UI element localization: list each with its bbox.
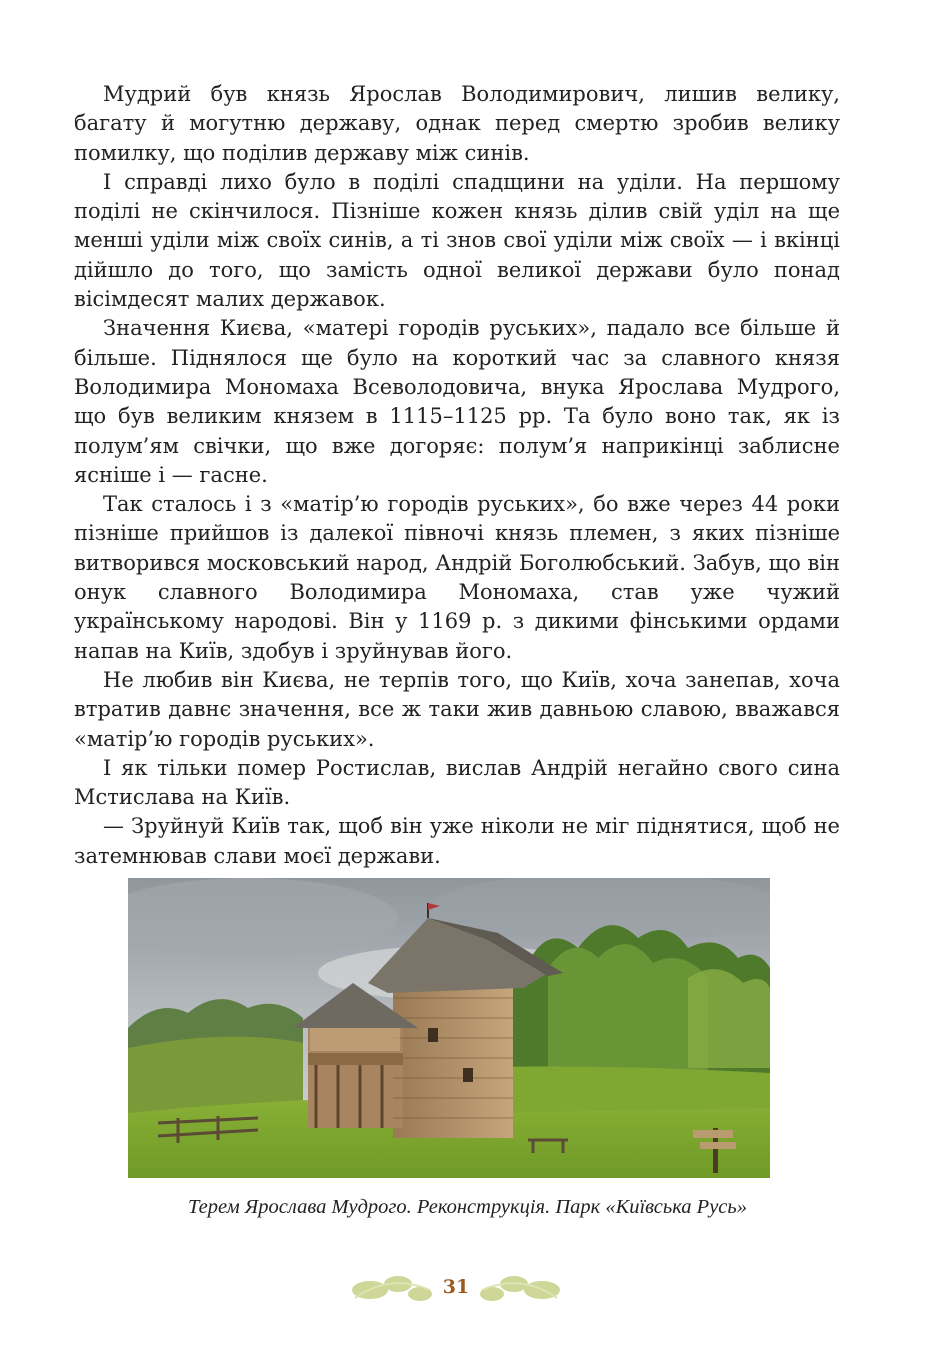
terem-photo xyxy=(128,878,770,1178)
paragraph: І як тільки помер Ростислав, вислав Андрій негайно свого сина Мстислава на Київ. xyxy=(74,755,840,810)
paragraph: — Зруйнуй Київ так, щоб він уже ніколи не міг піднятися, щоб не затемнював слави моєї держави. xyxy=(74,814,840,868)
main-text xyxy=(74,80,840,871)
figure-caption: Терем Ярослава Мудрого. Реконструкція. Парк «Київська Русь» xyxy=(188,1196,747,1218)
page-number: 31 xyxy=(442,1276,470,1298)
paragraph: Мудрий був князь Ярослав Володимирович, лишив велику, багату й могутню державу, однак перед смертю зробив велику помилку, що поділив державу між синів. xyxy=(74,82,840,165)
paragraph: Так сталось і з «матір’ю городів руських», бо вже через 44 роки пізніше прийшов із далекої півночі князь племен, з яких пізніше витворився московський народ, Андрій Боголюбський. Забув, що він онук славного Володимира Мономаха, став уже чужий українському народові. Він у 1169 р. з дикими фінськими ордами напав на Київ, здобув і зруйнував його. xyxy=(74,492,840,663)
paragraph: Не любив він Києва, не терпів того, що Київ, хоча занепав, хоча втратив давнє значення, все ж таки жив давньою славою, вважався «матір’ю городів руських». xyxy=(74,667,840,751)
paragraph: І справді лихо було в поділі спадщини на уділи. На першому поділі не скінчилося. Пізніше кожен князь ділив свій уділ на ще менші уділи між своїх синів, а ті знов свої уділи між своїх — і вкінці дійшло до того, що замість одної великої держави було понад вісімдесят малих державок. xyxy=(74,169,840,312)
paragraph: Значення Києва, «матері городів руських», падало все більше й більше. Піднялося ще було на короткий час за славного князя Володимира Мономаха Всеволодовича, внука Ярослава Мудрого, що був великим князем в 1115–1125 рр. Та було воно так, як із полум’ям свічки, що вже догоряє: полум’я наприкінці заблисне ясніше і — гасне. xyxy=(74,316,840,487)
page-footer xyxy=(350,1268,562,1310)
